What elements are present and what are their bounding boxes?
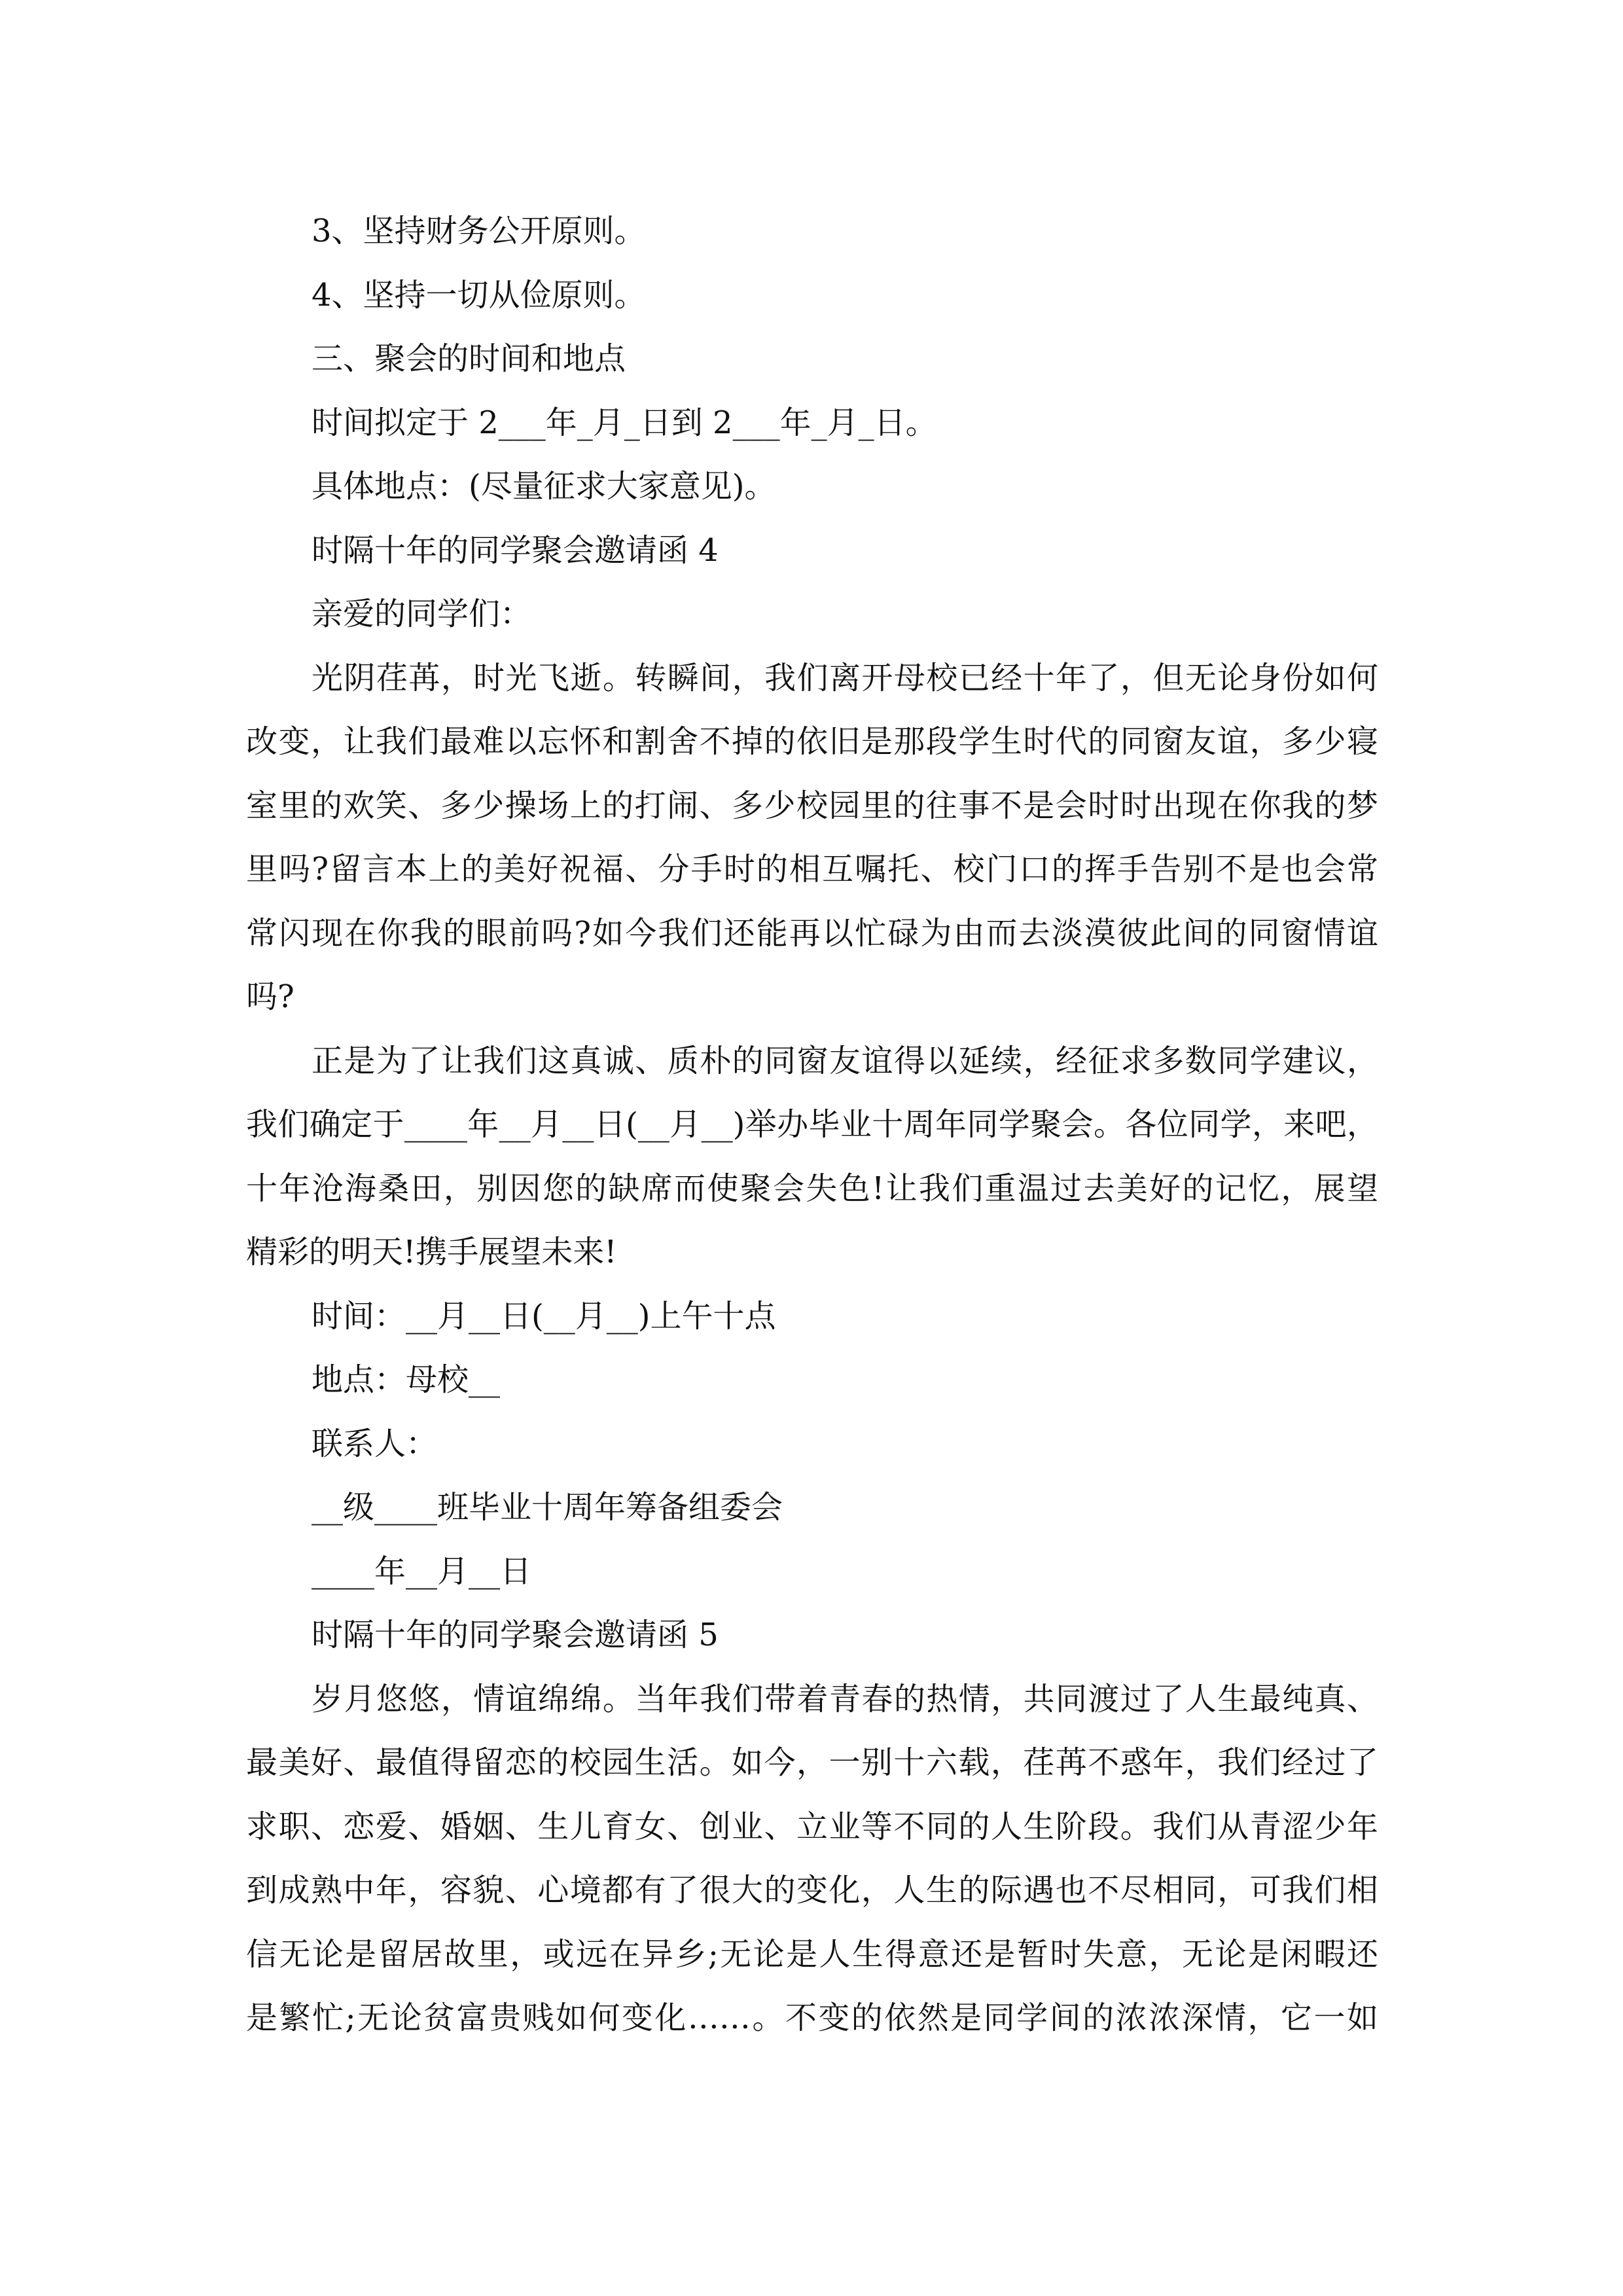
- paragraph-line: 吗?: [246, 978, 294, 1015]
- signature-date: ____年__月__日: [312, 1552, 532, 1590]
- paragraph-line: 求职、恋爱、婚姻、生儿育女、创业、立业等不同的人生阶段。我们从青涩少年: [246, 1808, 1378, 1845]
- organizer-signature: __级____班毕业十周年筹备组委会: [312, 1489, 783, 1526]
- paragraph-line: 我们确定于____年__月__日(__月__)举办毕业十周年同学聚会。各位同学，来吧，: [246, 1106, 1378, 1143]
- paragraph-line: 光阴荏苒，时光飞逝。转瞬间，我们离开母校已经十年了，但无论身份如何: [312, 659, 1378, 696]
- principle-4: 4、坚持一切从俭原则。: [312, 276, 646, 314]
- paragraph-line: 精彩的明天!携手展望未来!: [246, 1234, 617, 1270]
- principle-3: 3、坚持财务公开原则。: [312, 213, 646, 249]
- letter-4-salutation: 亲爱的同学们：: [312, 596, 532, 632]
- section-heading-time-place: 三、聚会的时间和地点: [312, 340, 626, 377]
- contact-person: 联系人：: [312, 1425, 438, 1462]
- paragraph-line: 正是为了让我们这真诚、质朴的同窗友谊得以延续，经征求多数同学建议，: [312, 1042, 1378, 1079]
- paragraph-line: 里吗?留言本上的美好祝福、分手时的相互嘱托、校门口的挥手告别不是也会常: [246, 851, 1378, 888]
- paragraph-line: 室里的欢笑、多少操场上的打闹、多少校园里的往事不是会时时出现在你我的梦: [246, 787, 1378, 824]
- meeting-time: 时间拟定于 2___年_月_日到 2___年_月_日。: [312, 404, 937, 441]
- event-time: 时间：__月__日(__月__)上午十点: [312, 1297, 776, 1335]
- paragraph-line: 到成熟中年，容貌、心境都有了很大的变化，人生的际遇也不尽相同，可我们相: [246, 1872, 1378, 1909]
- paragraph-line: 最美好、最值得留恋的校园生活。如今，一别十六载，荏苒不惑年，我们经过了: [246, 1744, 1378, 1781]
- paragraph-line: 是繁忙;无论贫富贵贱如何变化……。不变的依然是同学间的浓浓深情，它一如: [246, 2000, 1378, 2036]
- event-location: 地点：母校__: [312, 1361, 501, 1398]
- paragraph-line: 常闪现在你我的眼前吗?如今我们还能再以忙碌为由而去淡漠彼此间的同窗情谊: [246, 914, 1378, 952]
- paragraph-line: 信无论是留居故里，或远在异乡;无论是人生得意还是暂时失意，无论是闲暇还: [246, 1935, 1378, 1973]
- letter-4-title: 时隔十年的同学聚会邀请函 4: [312, 531, 719, 569]
- paragraph-line: 十年沧海桑田，别因您的缺席而使聚会失色!让我们重温过去美好的记忆，展望: [246, 1170, 1378, 1207]
- meeting-location: 具体地点：(尽量征求大家意见)。: [312, 468, 776, 505]
- paragraph-line: 岁月悠悠，情谊绵绵。当年我们带着青春的热情，共同渡过了人生最纯真、: [312, 1680, 1378, 1717]
- paragraph-line: 改变，让我们最难以忘怀和割舍不掉的依旧是那段学生时代的同窗友谊，多少寝: [246, 723, 1378, 760]
- letter-5-title: 时隔十年的同学聚会邀请函 5: [312, 1617, 719, 1653]
- document-body: [246, 200, 1378, 2051]
